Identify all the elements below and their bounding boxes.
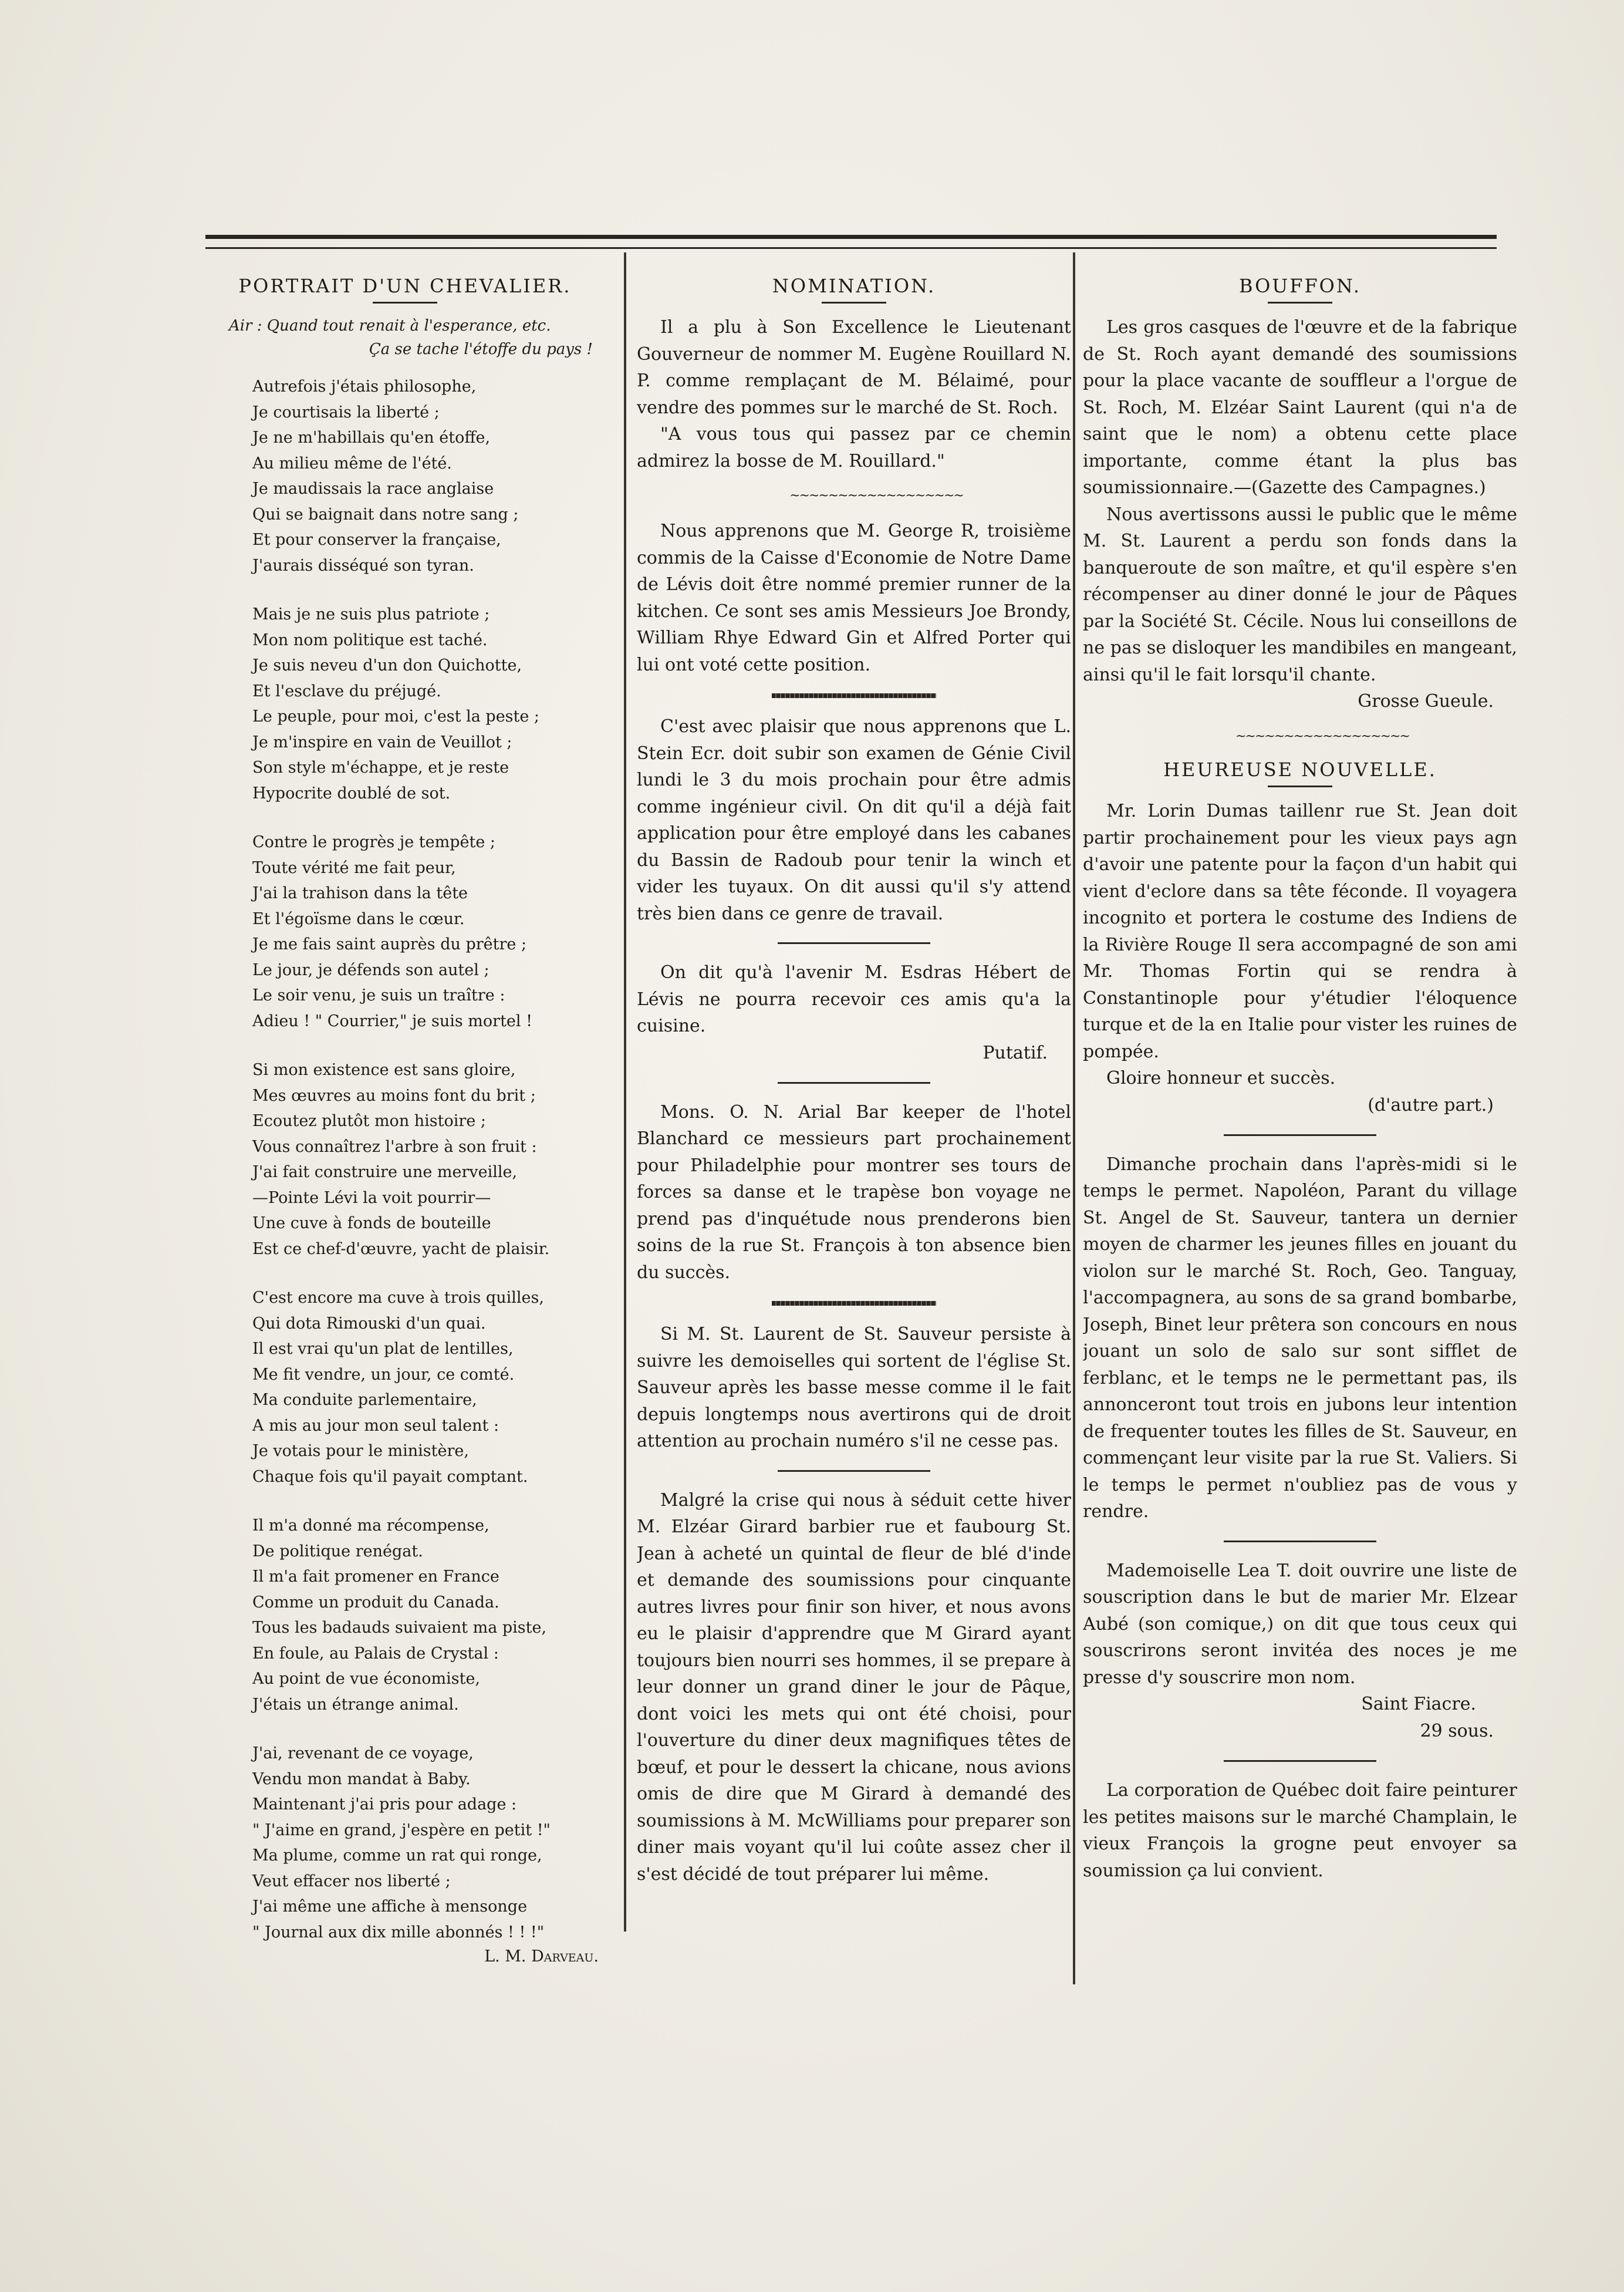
verse-line: Je me fais saint auprès du prêtre ; (252, 935, 527, 953)
line-divider (778, 1082, 930, 1084)
poem-title: PORTRAIT D'UN CHEVALIER. (238, 275, 572, 297)
verse-line: Je maudissais la race anglaise (252, 480, 494, 498)
verse-line: Vendu mon mandat à Baby. (252, 1769, 471, 1788)
wavy-divider: ~~~~~~~~~~~~~~~~~~ (789, 488, 963, 503)
article-paragraph: Il a plu à Son Excellence le Lieutenant Gouverneur de nommer M. Eugène Rouillard N. P. comme remplaçant de M. Bélaimé, pour vendre des pommes sur le marché de St. Roch. (637, 317, 1071, 418)
article-signature: Saint Fiacre. (1361, 1694, 1476, 1714)
stanza (252, 1513, 616, 1717)
verse-line: Je courtisais la liberté ; (252, 403, 440, 422)
verse-line: J'aurais disséqué son tyran. (252, 556, 474, 575)
verse-line: Adieu ! " Courrier," je suis mortel ! (252, 1012, 532, 1030)
top-double-rule (205, 235, 1497, 249)
verse-line: Vous connaîtrez l'arbre à son fruit : (252, 1137, 537, 1156)
verse-line: De politique renégat. (252, 1542, 423, 1560)
article-paragraph: Nous avertissons aussi le public que le même M. St. Laurent a perdu son fonds dans la banqueroute de son maître, et qu'il espère s'en récompenser au diner donné le jour de Pâques par la Société St. Cécile. Nous lui conseillons de ne pas se disloquer les mandibiles en mangeant, ainsi qu'il le fait lorsqu'il chante. (1083, 504, 1517, 685)
verse-line: Contre le progrès je tempête ; (252, 833, 496, 851)
verse-line: Je suis neveu d'un don Quichotte, (252, 656, 522, 675)
article-paragraph: Si M. St. Laurent de St. Sauveur persiste à suivre les demoiselles qui sortent de l'église St. Sauveur après les basse messe comme il le fait depuis longtemps nous avertirons qui de droit attention au prochain numéro s'il ne cesse pas. (637, 1324, 1071, 1451)
column-nomination (637, 258, 1071, 2002)
verse-line: Je votais pour le ministère, (252, 1442, 469, 1460)
article-paragraph: Mons. O. N. Arial Bar keeper de l'hotel Blanchard ce messieurs part prochainement pour Philadelphie pour montrer ses tours de forces sa danse et le trapèse bon voyage ne prend pas d'inquétude nous prenderons bien soins de la rue St. François à ton absence bien du succès. (637, 1101, 1071, 1283)
verse-line: Mais je ne suis plus patriote ; (252, 605, 490, 623)
verse-line: Mon nom politique est taché. (252, 631, 488, 649)
verse-line: Ma plume, comme un rat qui ronge, (252, 1846, 542, 1865)
verse-line: Hypocrite doublé de sot. (252, 784, 451, 803)
article-paragraph: Les gros casques de l'œuvre et de la fabrique de St. Roch ayant demandé des soumissions pour la place vacante de souffleur a l'orgue de St. Roch, M. Elzéar Saint Laurent (qui n'a de saint que le nom) a obtenu cette place importante, comme étant la plus bas soumissionnaire.—(Gazette des Campagnes.) (1083, 317, 1517, 498)
stanza (252, 830, 616, 1034)
poem-body (194, 374, 616, 1945)
article-signature: (d'autre part.) (1368, 1094, 1494, 1115)
column-poem (194, 258, 616, 2002)
verse-line: Il m'a fait promener en France (252, 1568, 499, 1586)
title-rule (1268, 786, 1332, 787)
line-divider (778, 1470, 930, 1472)
verse-line: Ecoutez plutôt mon histoire ; (252, 1112, 486, 1130)
column-divider-right (1073, 252, 1075, 1984)
verse-line: Je ne m'habillais qu'en étoffe, (252, 429, 491, 447)
verse-line: En foule, au Palais de Crystal : (252, 1644, 499, 1663)
verse-line: Veut effacer nos liberté ; (252, 1872, 451, 1890)
verse-line: C'est encore ma cuve à trois quilles, (252, 1289, 544, 1307)
verse-line: Le jour, je défends son autel ; (252, 960, 489, 979)
verse-line: J'ai même une affiche à mensonge (252, 1897, 528, 1916)
verse-line: " Journal aux dix mille abonnés ! ! !" (252, 1923, 545, 1942)
stanza (252, 1285, 616, 1489)
article-signature: Putatif. (982, 1042, 1048, 1063)
article-paragraph: Malgré la crise qui nous à séduit cette hiver M. Elzéar Girard barbier rue et faubourg St. Jean à acheté un quintal de fleur de blé d'inde et demande des soumissions pour cinquante autres livres pour finir son hiver, et nous avons eu le plaisir d'apprendre que M Girard ayant toujours bien nourri ses hommes, il se prepare à leur donner un grand diner le jour de Pâque, dont voici les mets qui ont été choisi, pour l'ouverture du diner deux magnifiques têtes de bœuf, et pour le dessert la chicane, nous avions omis de dire que M Girard à demandé des soumissions à M. McWilliams pour preparer son diner mais voyant qu'il lui coûte assez cher il s'est décidé de tout préparer lui même. (637, 1489, 1071, 1885)
article-paragraph: Nous apprenons que M. George R, troisième commis de la Caisse d'Economie de Notre Dame de Lévis doit être nommé premier runner de la kitchen. Ce sont ses amis Messieurs Joe Brondy, William Rhye Edward Gin et Alfred Porter qui lui ont voté cette position. (637, 521, 1071, 675)
bouffon-title: BOUFFON. (1238, 275, 1362, 297)
verse-line: Au point de vue économiste, (252, 1670, 481, 1688)
verse-line: Et l'égoïsme dans le cœur. (252, 909, 465, 928)
column-bouffon (1083, 258, 1517, 2002)
title-rule (373, 302, 437, 304)
verse-line: Il m'a donné ma récompense, (252, 1516, 489, 1535)
verse-line: Si mon existence est sans gloire, (252, 1061, 516, 1079)
verse-line: Comme un produit du Canada. (252, 1593, 499, 1612)
article-paragraph: On dit qu'à l'avenir M. Esdras Hébert de Lévis ne pourra recevoir ces amis qu'a la cuisine. (637, 962, 1071, 1036)
article-paragraph: C'est avec plaisir que nous apprenons que L. Stein Ecr. doit subir son examen de Génie Civil lundi le 3 du mois prochain pour être admis comme ingénieur civil. On dit qu'il a déjà fait application pour être employé dans les cabanes du Bassin de Radoub pour tenir la winch et vider les tuyaux. On dit aussi qu'il s'y attend très bien dans ce genre de travail. (637, 716, 1071, 924)
verse-line: Je m'inspire en vain de Veuillot ; (252, 733, 512, 751)
ornamental-divider (772, 693, 936, 698)
verse-line: Maintenant j'ai pris pour adage : (252, 1795, 517, 1814)
verse-line: J'ai la trahison dans la tête (252, 884, 468, 902)
article-paragraph: La corporation de Québec doit faire peinturer les petites maisons sur le marché Champlain, le vieux François la grogne peut envoyer sa soumission ça lui convient. (1083, 1780, 1517, 1881)
verse-line: Chaque fois qu'il payait comptant. (252, 1467, 528, 1486)
verse-line: " J'aime en grand, j'espère en petit !" (252, 1821, 551, 1839)
verse-line: J'ai, revenant de ce voyage, (252, 1744, 474, 1762)
article-paragraph: Mr. Lorin Dumas taillenr rue St. Jean doit partir prochainement pour les vieux pays agn d'avoir une patente pour la façon d'un habit qui vient d'eclore dans sa tête féconde. Il voyagera incognito et portera le costume des Indiens de la Rivière Rouge Il sera accompagné de son ami Mr. Thomas Fortin qui se rendra à Constantinople pour y'étudier l'éloquence turque et de la en Italie pour vister les ruines de pompée. (1083, 801, 1517, 1062)
verse-line: Et l'esclave du préjugé. (252, 682, 441, 700)
article-price: 29 sous. (1420, 1721, 1494, 1741)
poem-signature: L. M. Darveau. (484, 1947, 599, 1966)
article-quote: "A vous tous qui passez par ce chemin admirez la bosse de M. Rouillard." (637, 424, 1071, 471)
title-rule (822, 302, 886, 304)
verse-line: A mis au jour mon seul talent : (252, 1416, 499, 1435)
verse-line: J'étais un étrange animal. (252, 1695, 459, 1714)
wavy-divider: ~~~~~~~~~~~~~~~~~~ (1235, 729, 1409, 744)
verse-line: Autrefois j'étais philosophe, (252, 377, 477, 396)
air-subtitle: Ça se tache l'étoffe du pays ! (369, 341, 593, 358)
stanza (252, 602, 616, 806)
verse-line: Il est vrai qu'un plat de lentilles, (252, 1340, 514, 1358)
verse-line: Qui dota Rimouski d'un quai. (252, 1314, 486, 1333)
nomination-title: NOMINATION. (772, 275, 936, 297)
verse-line: Ma conduite parlementaire, (252, 1391, 477, 1409)
verse-line: Le soir venu, je suis un traître : (252, 986, 505, 1005)
verse-line: Le peuple, pour moi, c'est la peste ; (252, 707, 540, 726)
stanza (252, 1741, 616, 1945)
verse-line: Une cuve à fonds de bouteille (252, 1214, 491, 1232)
verse-line: Qui se baignait dans notre sang ; (252, 505, 519, 524)
verse-line: Est ce chef-d'œuvre, yacht de plaisir. (252, 1239, 550, 1258)
verse-line: —Pointe Lévi la voit pourrir— (252, 1188, 491, 1207)
verse-line: J'ai fait construire une merveille, (252, 1163, 518, 1181)
heureuse-nouvelle-title: HEUREUSE NOUVELLE. (1163, 759, 1437, 781)
article-paragraph: Dimanche prochain dans l'après-midi si le temps le permet. Napoléon, Parant du village St. Angel de St. Sauveur, tantera un dernier moyen de charmer les jeunes filles en jouant du violon sur le marché St. Roch, Geo. Tanguay, l'accompagnera, au sons de sa grand bombarbe, Joseph, Binet leur prêtera son concours en nous jouant un solo de salo sur sont sifflet de ferblanc, et le temps ne le permettant pas, ils annonceront tout trois en jubons leur intention de frequenter toutes les filles de St. Sauveur, en commençant leur visite par la rue St. Valiers. Si le temps le permet n'oubliez pas de vous y rendre. (1083, 1154, 1517, 1522)
line-divider (778, 942, 930, 944)
article-signature: Grosse Gueule. (1358, 691, 1494, 712)
verse-line: Son style m'échappe, et je reste (252, 759, 509, 777)
air-line: Air : Quand tout renait à l'esperance, etc. (229, 317, 551, 335)
title-rule (1268, 302, 1332, 304)
line-divider (1224, 1134, 1376, 1136)
stanza (252, 1057, 616, 1262)
verse-line: Et pour conserver la française, (252, 531, 501, 549)
article-paragraph: Mademoiselle Lea T. doit ouvrire une liste de souscription dans le but de marier Mr. Elzear Aubé (son comique,) on dit que tous ceux qui souscrirons seront invitéa des noces je me presse d'y souscrire mon nom. (1083, 1560, 1517, 1688)
line-divider (1224, 1760, 1376, 1762)
verse-line: Toute vérité me fait peur, (252, 858, 456, 877)
verse-line: Tous les badauds suivaient ma piste, (252, 1619, 547, 1637)
article-paragraph: Gloire honneur et succès. (1106, 1068, 1336, 1088)
verse-line: Au milieu même de l'été. (252, 454, 452, 473)
ornamental-divider (772, 1301, 936, 1306)
verse-line: Me fit vendre, un jour, ce comté. (252, 1365, 515, 1384)
stanza (252, 374, 616, 578)
column-divider-left (624, 252, 626, 1932)
verse-line: Mes œuvres au moins font du brit ; (252, 1086, 536, 1105)
line-divider (1224, 1541, 1376, 1542)
